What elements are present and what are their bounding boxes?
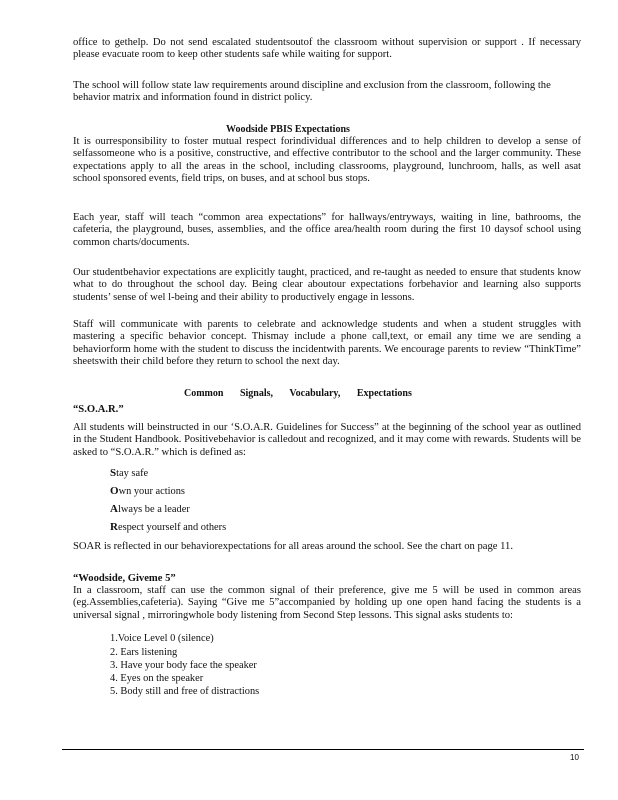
give5-step-4: 4. Eyes on the speaker xyxy=(110,673,204,684)
footer-divider xyxy=(62,749,584,750)
pbis-heading: Woodside PBIS Expectations xyxy=(226,124,350,135)
paragraph-student-behavior: Our studentbehavior expectations are explicitly taught, practiced, and re-taught as needed to ensure that students know what to do throughout the school day. Being clear aboutour expectations forbehavior and learning also supports students’ sense of wel l-being and their ability to productively engage in lessons. xyxy=(73,267,581,303)
give5-step-5: 5. Body still and free of distractions xyxy=(110,686,260,697)
paragraph-responsibility: It is ourresponsibility to foster mutual respect forindividual differences and to help children to develop a sense of selfassomeone who is a positive, constructive, and effective contributor to the school and the larger community. These expectations apply to all the areas in the school, including classrooms, playground, lunchroom, halls, as well asat school sponsored events, field trips, on buses, and at school bus stops. xyxy=(73,136,581,185)
soar-item-own-actions: Own your actions xyxy=(110,485,185,497)
paragraph-support: office to gethelp. Do not send escalated studentsoutof the classroom without supervision or support . If necessary please evacuate room to keep other students safe while waiting for support. xyxy=(73,37,581,61)
paragraph-soar-chart: SOAR is reflected in our behaviorexpectations for all areas around the school. See the chart on page 11. xyxy=(73,541,513,552)
paragraph-state-law: The school will follow state law requirements around discipline and exclusion from the classroom, following the behavior matrix and information found in district policy. xyxy=(73,80,551,104)
paragraph-communication: Staff will communicate with parents to celebrate and acknowledge students and when a student struggles with mastering a specific behavior concept. Thismay include a phone call,text, or email any time we are sending a behaviorform home with the student to discuss the incidentwith parents. We encourage parents to review “ThinkTime” sheetswith their child before they return to school the next day. xyxy=(73,319,581,368)
give5-step-1: 1.Voice Level 0 (silence) xyxy=(110,633,214,644)
give5-step-2: 2. Ears listening xyxy=(110,647,178,658)
give5-title: “Woodside, Giveme 5” xyxy=(73,573,176,584)
give5-step-3: 3. Have your body face the speaker xyxy=(110,660,257,671)
paragraph-soar-intro: All students will beinstructed in our ‘S.O.A.R. Guidelines for Success” at the beginning of the school year as outlined in the Student Handbook. Positivebehavior is calledout and recognized, and it may come with rewards. Students will be asked to “S.O.A.R.” which is defined as: xyxy=(73,422,581,458)
paragraph-give5: In a classroom, staff can use the common signal of their preference, give me 5 will be used in common areas (eg.Assemblies,cafeteria). Saying “Give me 5”accompanied by holding up one open hand facing the students is a universal signal , mirroringwhole body listening from Second Step lessons. This signal asks students to: xyxy=(73,585,581,621)
soar-item-leader: Always be a leader xyxy=(110,503,190,515)
soar-item-respect: Respect yourself and others xyxy=(110,521,227,533)
paragraph-common-area: Each year, staff will teach “common area expectations” for hallways/entryways, waiting in line, bathrooms, the cafeteria, the playground, buses, assemblies, and the office area/health room during the first 10 daysof school using common charts/documents. xyxy=(73,212,581,248)
soar-item-stay-safe: Stay safe xyxy=(110,467,149,479)
page-number: 10 xyxy=(570,753,579,762)
signals-heading: Common Signals, Vocabulary, Expectations xyxy=(184,388,412,399)
soar-title: “S.O.A.R.” xyxy=(73,404,124,415)
